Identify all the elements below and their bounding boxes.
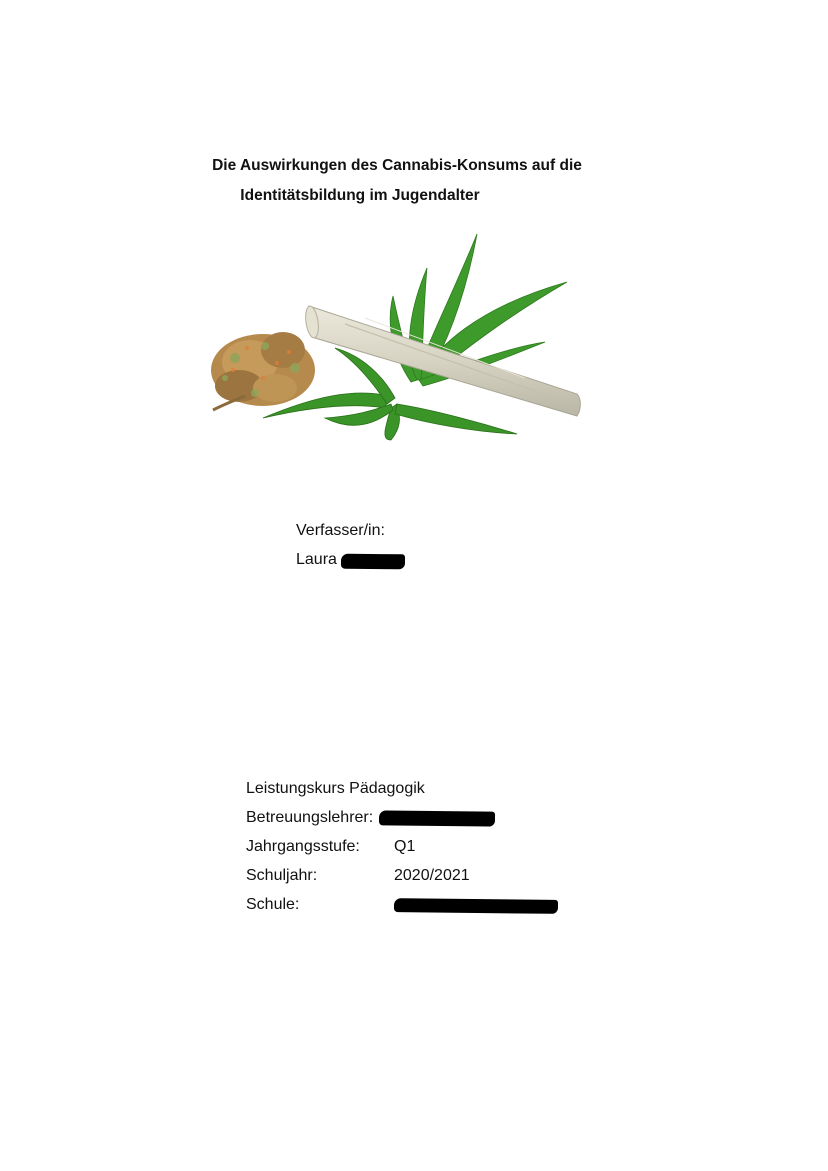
document-title-line-2: Identitätsbildung im Jugendalter — [240, 187, 480, 204]
grade-row — [246, 832, 558, 861]
school-label: Schule: — [246, 896, 300, 913]
year-value: 2020/2021 — [394, 867, 470, 884]
grade-label: Jahrgangsstufe: — [246, 838, 360, 855]
teacher-label: Betreuungslehrer: — [246, 809, 374, 826]
teacher-row — [246, 803, 558, 832]
redacted-author-surname — [341, 553, 405, 569]
author-first-name: Laura — [296, 551, 337, 568]
year-label: Schuljahr: — [246, 867, 318, 884]
info-block — [246, 774, 558, 919]
grade-value: Q1 — [394, 838, 416, 855]
course-name: Leistungskurs Pädagogik — [246, 780, 425, 797]
school-row — [246, 890, 558, 919]
author-block — [296, 516, 405, 574]
author-name-row — [296, 545, 405, 574]
course-row — [246, 774, 558, 803]
document-title-line-1: Die Auswirkungen des Cannabis-Konsums auf die — [212, 157, 582, 174]
cannabis-leaf-icon — [205, 228, 590, 446]
redacted-teacher-name — [379, 810, 495, 826]
author-label: Verfasser/in: — [296, 522, 385, 539]
redacted-school-name — [394, 898, 558, 914]
year-row — [246, 861, 558, 890]
cannabis-illustration — [205, 228, 590, 446]
